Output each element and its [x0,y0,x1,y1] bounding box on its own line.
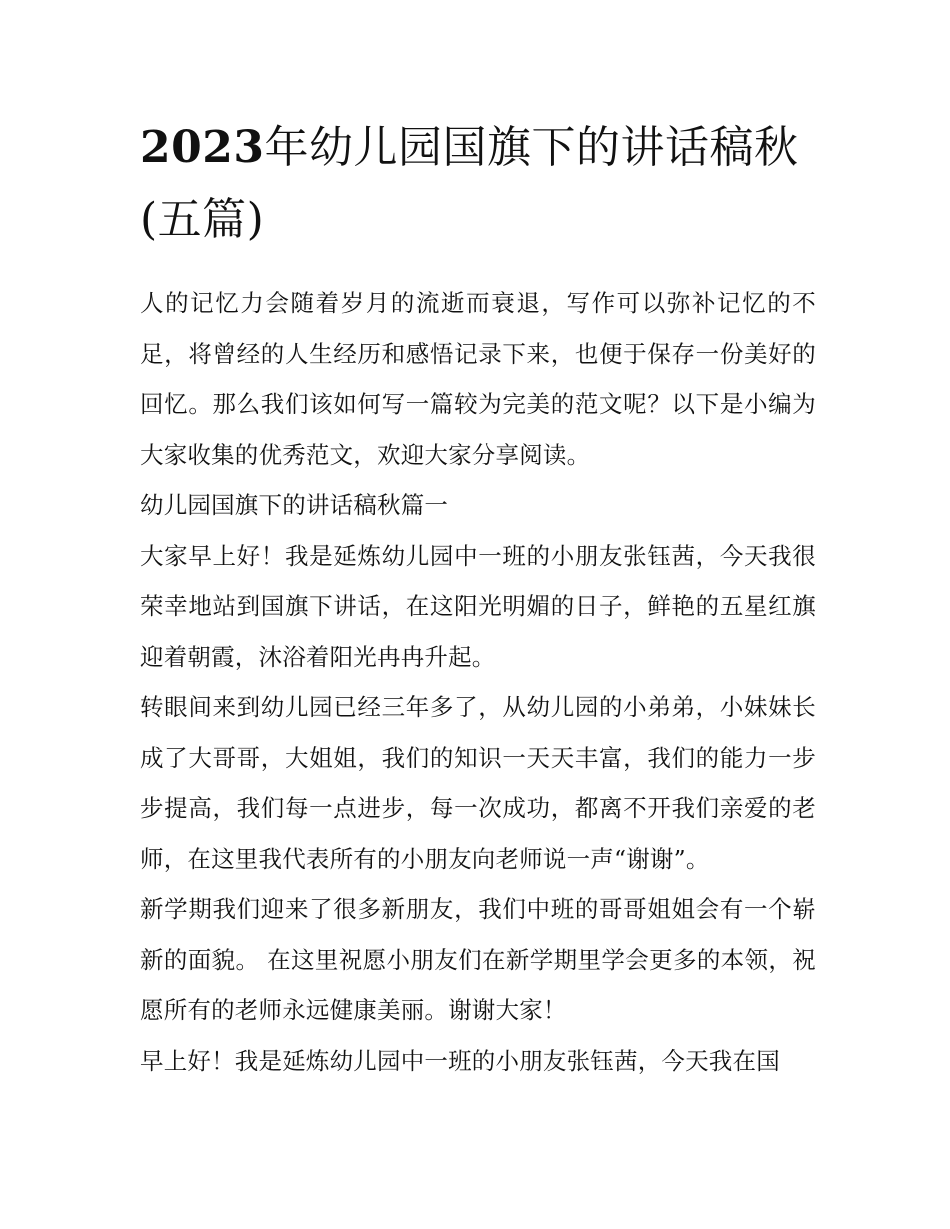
body-paragraph: 大家早上好！我是延炼幼儿园中一班的小朋友张钰茜，今天我很荣幸地站到国旗下讲话，在这阳光明媚的日子，鲜艳的五星红旗迎着朝霞，沐浴着阳光冉冉升起。 [140,541,816,671]
document-body [140,278,816,1086]
body-paragraph: 新学期我们迎来了很多新朋友，我们中班的哥哥姐姐会有一个崭新的面貌。 在这里祝愿小朋友们在新学期里学会更多的本领，祝愿所有的老师永远健康美丽。谢谢大家！ [140,895,816,1024]
title-text: 年幼儿园国旗下的讲话稿秋(五篇) [140,122,799,245]
body-paragraph: 转眼间来到幼儿园已经三年多了，从幼儿园的小弟弟，小妹妹长成了大哥哥，大姐姐，我们的知识一天天丰富，我们的能力一步步提高，我们每一点进步，每一次成功，都离不开我们亲爱的老师，在这里我代表所有的小朋友向老师说一声“谢谢”。 [140,693,816,873]
title-year: 2023 [140,122,265,173]
section-heading: 幼儿园国旗下的讲话稿秋篇一 [140,491,449,519]
body-paragraph: 早上好！我是延炼幼儿园中一班的小朋友张钰茜，今天我在国 [140,1046,780,1075]
document-title [140,112,816,256]
intro-paragraph: 人的记忆力会随着岁月的流逝而衰退，写作可以弥补记忆的不足，将曾经的人生经历和感悟记录下来，也便于保存一份美好的回忆。那么我们该如何写一篇较为完美的范文呢？以下是小编为大家收集的优秀范文，欢迎大家分享阅读。 [140,289,816,469]
document-content [140,112,816,1086]
